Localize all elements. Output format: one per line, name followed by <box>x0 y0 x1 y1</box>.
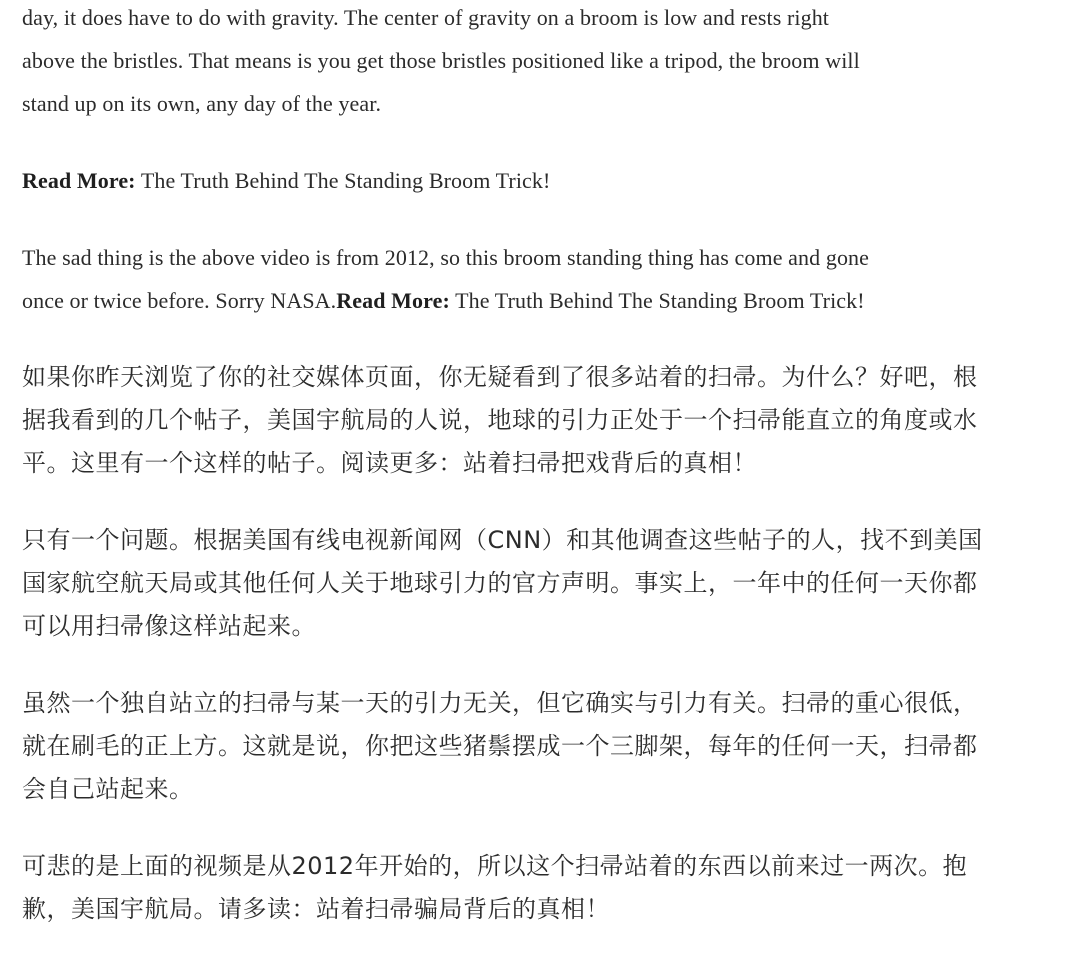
read-more-paragraph <box>22 159 1057 202</box>
text-line: 就在刷毛的正上方。这就是说，你把这些猪鬃摆成一个三脚架，每年的任何一天，扫帚都 <box>22 732 978 760</box>
article-body <box>22 0 1057 965</box>
text-line: 虽然一个独自站立的扫帚与某一天的引力无关，但它确实与引力有关。扫帚的重心很低， <box>22 689 978 717</box>
paragraph-zh-gravity <box>22 682 1057 811</box>
text-line: 据我看到的几个帖子，美国宇航局的人说，地球的引力正处于一个扫帚能直立的角度或水 <box>22 406 978 434</box>
text-line: 平。这里有一个这样的帖子。阅读更多：站着扫帚把戏背后的真相！ <box>22 449 757 477</box>
read-more-link[interactable]: The Truth Behind The Standing Broom Trick! <box>135 168 551 193</box>
read-more-link[interactable]: The Truth Behind The Standing Broom Trick! <box>449 288 865 313</box>
text-line <box>22 279 1057 322</box>
text-line: 会自己站起来。 <box>22 775 194 803</box>
text-line: 只有一个问题。根据美国有线电视新闻网（CNN）和其他调查这些帖子的人，找不到美国 <box>22 526 983 554</box>
paragraph-sad-thing <box>22 236 1057 322</box>
text-fragment: once or twice before. Sorry NASA. <box>22 288 337 313</box>
text-line: 歉，美国宇航局。请多读：站着扫帚骗局背后的真相！ <box>22 895 610 923</box>
paragraph-zh-intro <box>22 356 1057 485</box>
text-line: 可悲的是上面的视频是从2012年开始的，所以这个扫帚站着的东西以前来过一两次。抱 <box>22 852 968 880</box>
text-line: 国家航空航天局或其他任何人关于地球引力的官方声明。事实上，一年中的任何一天你都 <box>22 569 978 597</box>
read-more-label: Read More: <box>336 288 450 313</box>
paragraph-zh-problem <box>22 519 1057 648</box>
paragraph-zh-sad-thing <box>22 845 1057 931</box>
text-line: stand up on its own, any day of the year. <box>22 91 382 116</box>
text-line: The sad thing is the above video is from 2012, so this broom standing thing has come and gone <box>22 245 870 270</box>
paragraph-gravity <box>22 0 1057 125</box>
text-line: above the bristles. That means is you get those bristles positioned like a tripod, the broom will <box>22 48 860 73</box>
read-more-label: Read More: <box>22 168 136 193</box>
text-line: 如果你昨天浏览了你的社交媒体页面，你无疑看到了很多站着的扫帚。为什么？好吧，根 <box>22 363 978 391</box>
text-line: day, it does have to do with gravity. The center of gravity on a broom is low and rests right <box>22 5 830 30</box>
text-line: 可以用扫帚像这样站起来。 <box>22 612 316 640</box>
